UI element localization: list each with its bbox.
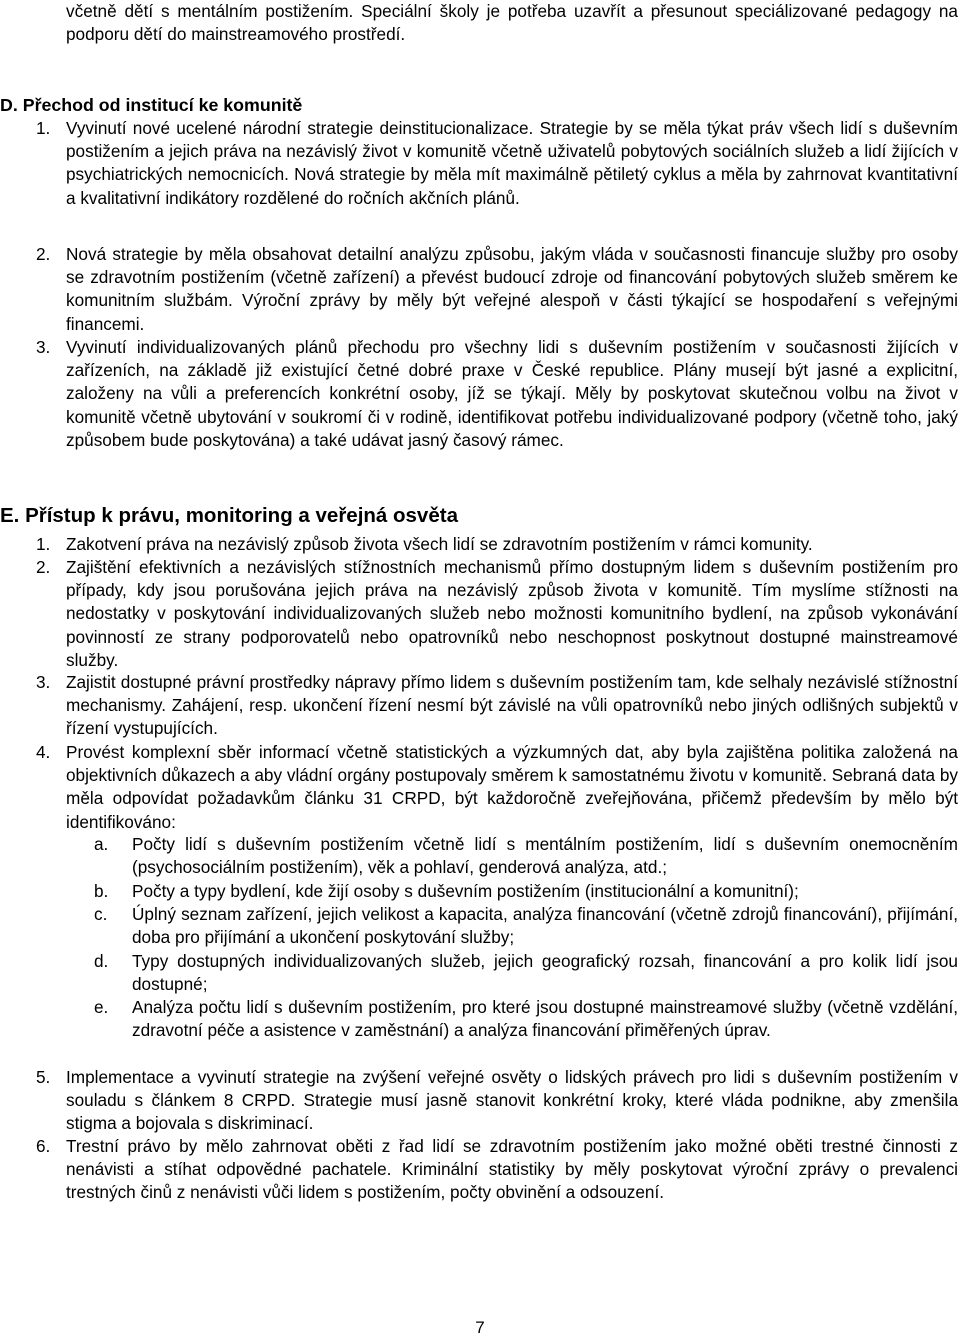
list-item-text: Zajištění efektivních a nezávislých stížnostních mechanismů přímo dostupným lidem s duševním postižením pro případy, kdy jsou porušována jejich práva na nezávislý způsob života v komunitě. Tím myslíme stížnosti na nedostatky v poskytování individualizovaných služeb nebo možnosti komunitního bydlení, na způsob vykonávání povinností ze strany podporovatelů nebo opatrovníků nebo neschopnost poskytnout dostupné mainstreamové služby.	[66, 557, 958, 670]
sublist-item-text: Typy dostupných individualizovaných služeb, jejich geografický rozsah, financování a pro kolik lidí jsou dostupné;	[132, 951, 958, 995]
list-item-number: 1.	[36, 118, 51, 138]
list-item-text: Trestní právo by mělo zahrnovat oběti z řad lidí se zdravotním postižením jako možné oběti trestné činnosti z nenávisti a stíhat odpovědné pachatele. Kriminální statistiky by měly poskytovat výroční zprávy o prevalenci trestných činů z nenávisti vůči lidem s postižením, počty obvinění a odsouzení.	[66, 1136, 958, 1203]
sublist-item-letter: e.	[94, 997, 109, 1017]
intro-paragraph: včetně dětí s mentálním postižením. Speciální školy je potřeba uzavřít a přesunout speciálizované pedagogy na podporu dětí do mainstreamového prostředí.	[66, 1, 958, 45]
list-item-text: Vyvinutí individualizovaných plánů přechodu pro všechny lidi s duševním postižením v současnosti žijících v zařízeních, na základě již existující četné dobré praxe v České republice. Plány musejí být jasné a explicitní, založeny na vůli a preferencích konkrétní osoby, jíž se týkají. Měly by poskytovat skutečnou volbu na život v komunitě včetně ubytování v soukromí či v rodině, identifikovat potřebu individualizované podpory (včetně toho, jaký způsobem bude poskytována) a také udávat jasný časový rámec.	[66, 337, 958, 450]
sublist-item-text: Analýza počtu lidí s duševním postižením, pro které jsou dostupné mainstreamové služby (včetně vzdělání, zdravotní péče a asistence v zaměstnání) a analýza financování přiměřených úprav.	[132, 997, 958, 1041]
list-item-text: Implementace a vyvinutí strategie na zvýšení veřejné osvěty o lidských právech pro lidi s duševním postižením v souladu s článkem 8 CRPD. Strategie musí jasně stanovit konkrétní kroky, které vláda podnikne, aby zmenšila stigma a bojovala s diskriminací.	[66, 1067, 958, 1134]
sublist-item-letter: d.	[94, 951, 109, 971]
list-item-number: 2.	[36, 557, 51, 577]
list-item-number: 5.	[36, 1067, 51, 1087]
page-number: 7	[475, 1318, 485, 1337]
list-item-number: 6.	[36, 1136, 51, 1156]
list-item-text: Nová strategie by měla obsahovat detailní analýzu způsobu, jakým vláda v současnosti financuje služby pro osoby se zdravotním postižením (včetně zařízení) a převést budoucí zdroje od financování pobytových služeb směrem ke komunitním službám. Výroční zprávy by měly být veřejné alespoň v části týkající se hospodaření s veřejnými financemi.	[66, 244, 958, 334]
list-item-number: 4.	[36, 742, 51, 762]
sublist-item-letter: a.	[94, 834, 109, 854]
list-item-number: 2.	[36, 244, 51, 264]
list-item-text: Provést komplexní sběr informací včetně statistických a výzkumných dat, aby byla zajištěna politika založená na objektivních důkazech a aby vládní orgány postupovaly směrem k samostatnému životu v komunitě. Sebraná data by měla odpovídat požadavkům článku 31 CRPD, být každoročně zveřejňována, přičemž především by mělo být identifikováno:	[66, 742, 958, 832]
section-d-heading: D. Přechod od institucí ke komunitě	[0, 95, 303, 115]
list-item-text: Zakotvení práva na nezávislý způsob života všech lidí se zdravotním postižením v rámci komunity.	[66, 534, 813, 554]
list-item-number: 3.	[36, 672, 51, 692]
sublist-item-letter: c.	[94, 904, 108, 924]
sublist-item-text: Úplný seznam zařízení, jejich velikost a kapacita, analýza financování (včetně zdrojů financování), přijímání, doba pro přijímání a ukončení poskytování služby;	[132, 904, 958, 948]
sublist-item-text: Počty lidí s duševním postižením včetně lidí s mentálním postižením, lidí s duševním onemocněním (psychosociálním postižením), věk a pohlaví, genderová analýza, atd.;	[132, 834, 958, 878]
list-item-number: 1.	[36, 534, 51, 554]
list-item-number: 3.	[36, 337, 51, 357]
section-e-heading: E. Přístup k právu, monitoring a veřejná osvěta	[0, 504, 458, 527]
list-item-text: Zajistit dostupné právní prostředky nápravy přímo lidem s duševním postižením tam, kde selhaly nezávislé stížnostní mechanismy. Zahájení, resp. ukončení řízení nesmí být závislé na vůli opatrovníků nebo jiných odlišných subjektů v řízení vystupujících.	[66, 672, 958, 739]
sublist-item-letter: b.	[94, 881, 109, 901]
sublist-item-text: Počty a typy bydlení, kde žijí osoby s duševním postižením (institucionální a komunitní);	[132, 881, 799, 901]
list-item-text: Vyvinutí nové ucelené národní strategie deinstitucionalizace. Strategie by se měla týkat práv všech lidí s duševním postižením a jejich práva na nezávislý život v komunitě včetně uživatelů pobytových sociálních služeb a lidí žijících v psychiatrických nemocnicích. Nová strategie by měla mít maximálně pětiletý cyklus a měla by zahrnovat kvantitativní a kvalitativní indikátory rozdělené do ročních akčních plánů.	[66, 118, 958, 208]
